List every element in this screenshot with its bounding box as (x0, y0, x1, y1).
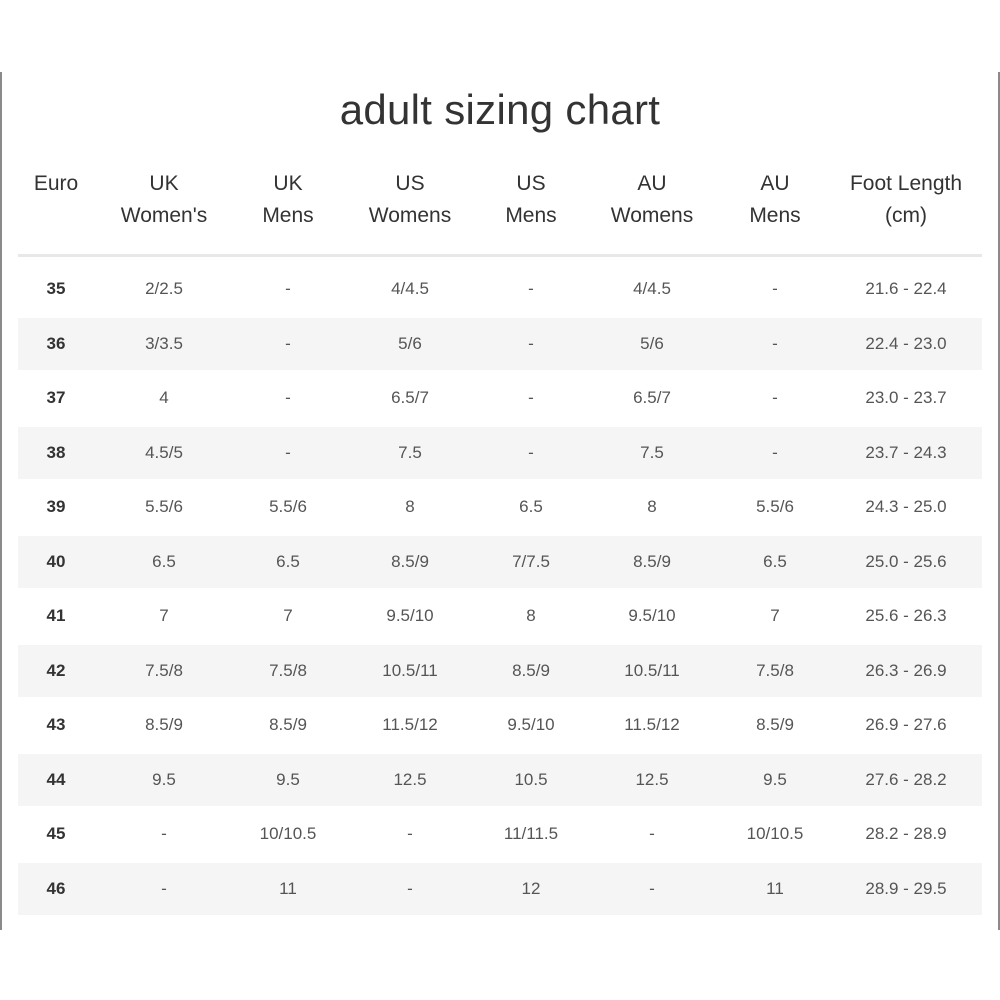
cell-foot-length: 24.3 - 25.0 (830, 480, 982, 535)
cell-au-womens: 12.5 (584, 753, 720, 808)
table-row (18, 535, 982, 590)
cell-foot-length: 21.6 - 22.4 (830, 263, 982, 317)
column-header-uk-womens: UK Women's (94, 160, 234, 256)
cell-us-mens: 8 (478, 589, 584, 644)
cell-au-womens: - (584, 807, 720, 862)
cell-uk-womens: 4.5/5 (94, 426, 234, 481)
cell-us-womens: 12.5 (342, 753, 478, 808)
cell-foot-length: 28.9 - 29.5 (830, 862, 982, 917)
cell-foot-length: 25.0 - 25.6 (830, 535, 982, 590)
cell-au-womens: - (584, 862, 720, 917)
cell-au-mens: - (720, 426, 830, 481)
cell-uk-womens: 9.5 (94, 753, 234, 808)
cell-uk-womens: - (94, 807, 234, 862)
column-header-uk-mens: UK Mens (234, 160, 342, 256)
cell-uk-mens: - (234, 426, 342, 481)
column-header-au-womens: AU Womens (584, 160, 720, 256)
cell-uk-mens: 6.5 (234, 535, 342, 590)
cell-au-mens: 10/10.5 (720, 807, 830, 862)
cell-us-mens: - (478, 263, 584, 317)
table-row (18, 263, 982, 317)
cell-au-mens: - (720, 371, 830, 426)
table-row (18, 371, 982, 426)
column-header-us-womens: US Womens (342, 160, 478, 256)
cell-uk-mens: 5.5/6 (234, 480, 342, 535)
cell-uk-womens: 7 (94, 589, 234, 644)
cell-us-womens: 7.5 (342, 426, 478, 481)
cell-us-womens: 6.5/7 (342, 371, 478, 426)
cell-au-womens: 8 (584, 480, 720, 535)
cell-uk-womens: 2/2.5 (94, 263, 234, 317)
header-spacer (18, 256, 982, 264)
cell-au-womens: 7.5 (584, 426, 720, 481)
cell-au-womens: 9.5/10 (584, 589, 720, 644)
cell-foot-length: 23.7 - 24.3 (830, 426, 982, 481)
cell-foot-length: 26.9 - 27.6 (830, 698, 982, 753)
cell-uk-mens: 8.5/9 (234, 698, 342, 753)
table-row (18, 317, 982, 372)
cell-uk-womens: 8.5/9 (94, 698, 234, 753)
cell-us-mens: - (478, 426, 584, 481)
cell-au-womens: 4/4.5 (584, 263, 720, 317)
cell-euro: 40 (18, 535, 94, 590)
cell-us-mens: 9.5/10 (478, 698, 584, 753)
cell-uk-womens: 5.5/6 (94, 480, 234, 535)
cell-au-mens: 7 (720, 589, 830, 644)
cell-us-womens: 8.5/9 (342, 535, 478, 590)
cell-uk-mens: - (234, 263, 342, 317)
cell-au-womens: 6.5/7 (584, 371, 720, 426)
cell-euro: 43 (18, 698, 94, 753)
column-header-au-mens: AU Mens (720, 160, 830, 256)
cell-us-mens: 7/7.5 (478, 535, 584, 590)
table-row (18, 480, 982, 535)
cell-euro: 35 (18, 263, 94, 317)
cell-au-mens: 5.5/6 (720, 480, 830, 535)
cell-au-womens: 10.5/11 (584, 644, 720, 699)
cell-us-womens: 5/6 (342, 317, 478, 372)
cell-uk-womens: 6.5 (94, 535, 234, 590)
table-row (18, 753, 982, 808)
bottom-area (0, 930, 1000, 1000)
table-header-row (18, 160, 982, 256)
cell-au-mens: 8.5/9 (720, 698, 830, 753)
cell-uk-womens: - (94, 862, 234, 917)
table-row (18, 426, 982, 481)
cell-au-mens: - (720, 317, 830, 372)
cell-foot-length: 26.3 - 26.9 (830, 644, 982, 699)
cell-us-mens: 6.5 (478, 480, 584, 535)
cell-uk-mens: - (234, 371, 342, 426)
cell-euro: 36 (18, 317, 94, 372)
cell-au-mens: 7.5/8 (720, 644, 830, 699)
cell-us-mens: 11/11.5 (478, 807, 584, 862)
cell-us-womens: 11.5/12 (342, 698, 478, 753)
table-row (18, 807, 982, 862)
cell-uk-womens: 3/3.5 (94, 317, 234, 372)
cell-euro: 38 (18, 426, 94, 481)
cell-us-womens: 4/4.5 (342, 263, 478, 317)
cell-au-mens: - (720, 263, 830, 317)
cell-euro: 41 (18, 589, 94, 644)
cell-euro: 45 (18, 807, 94, 862)
cell-foot-length: 22.4 - 23.0 (830, 317, 982, 372)
cell-us-mens: 10.5 (478, 753, 584, 808)
cell-au-mens: 11 (720, 862, 830, 917)
cell-uk-mens: - (234, 317, 342, 372)
cell-foot-length: 23.0 - 23.7 (830, 371, 982, 426)
cell-uk-mens: 7 (234, 589, 342, 644)
cell-uk-mens: 9.5 (234, 753, 342, 808)
cell-us-mens: 8.5/9 (478, 644, 584, 699)
cell-us-womens: - (342, 807, 478, 862)
column-header-euro: Euro (18, 160, 94, 256)
table-body (18, 256, 982, 971)
cell-euro: 37 (18, 371, 94, 426)
cell-foot-length: 27.6 - 28.2 (830, 753, 982, 808)
cell-au-womens: 5/6 (584, 317, 720, 372)
column-header-us-mens: US Mens (478, 160, 584, 256)
left-frame-border (0, 72, 2, 930)
cell-uk-mens: 7.5/8 (234, 644, 342, 699)
cell-us-mens: 12 (478, 862, 584, 917)
cell-euro: 39 (18, 480, 94, 535)
cell-us-womens: - (342, 862, 478, 917)
cell-uk-womens: 7.5/8 (94, 644, 234, 699)
cell-uk-mens: 10/10.5 (234, 807, 342, 862)
cell-euro: 44 (18, 753, 94, 808)
cell-us-mens: - (478, 371, 584, 426)
cell-au-womens: 11.5/12 (584, 698, 720, 753)
column-header-foot-length: Foot Length (cm) (830, 160, 982, 256)
table-row (18, 589, 982, 644)
page-title: adult sizing chart (339, 86, 661, 133)
table-row (18, 644, 982, 699)
cell-au-womens: 8.5/9 (584, 535, 720, 590)
table-row (18, 698, 982, 753)
cell-au-mens: 9.5 (720, 753, 830, 808)
cell-foot-length: 25.6 - 26.3 (830, 589, 982, 644)
cell-uk-mens: 11 (234, 862, 342, 917)
cell-uk-womens: 4 (94, 371, 234, 426)
cell-euro: 42 (18, 644, 94, 699)
sizing-table (18, 160, 982, 972)
header-spacer-cell (18, 256, 982, 264)
cell-us-mens: - (478, 317, 584, 372)
table-row (18, 862, 982, 917)
cell-us-womens: 10.5/11 (342, 644, 478, 699)
cell-us-womens: 8 (342, 480, 478, 535)
cell-foot-length: 28.2 - 28.9 (830, 807, 982, 862)
cell-us-womens: 9.5/10 (342, 589, 478, 644)
cell-au-mens: 6.5 (720, 535, 830, 590)
cell-euro: 46 (18, 862, 94, 917)
